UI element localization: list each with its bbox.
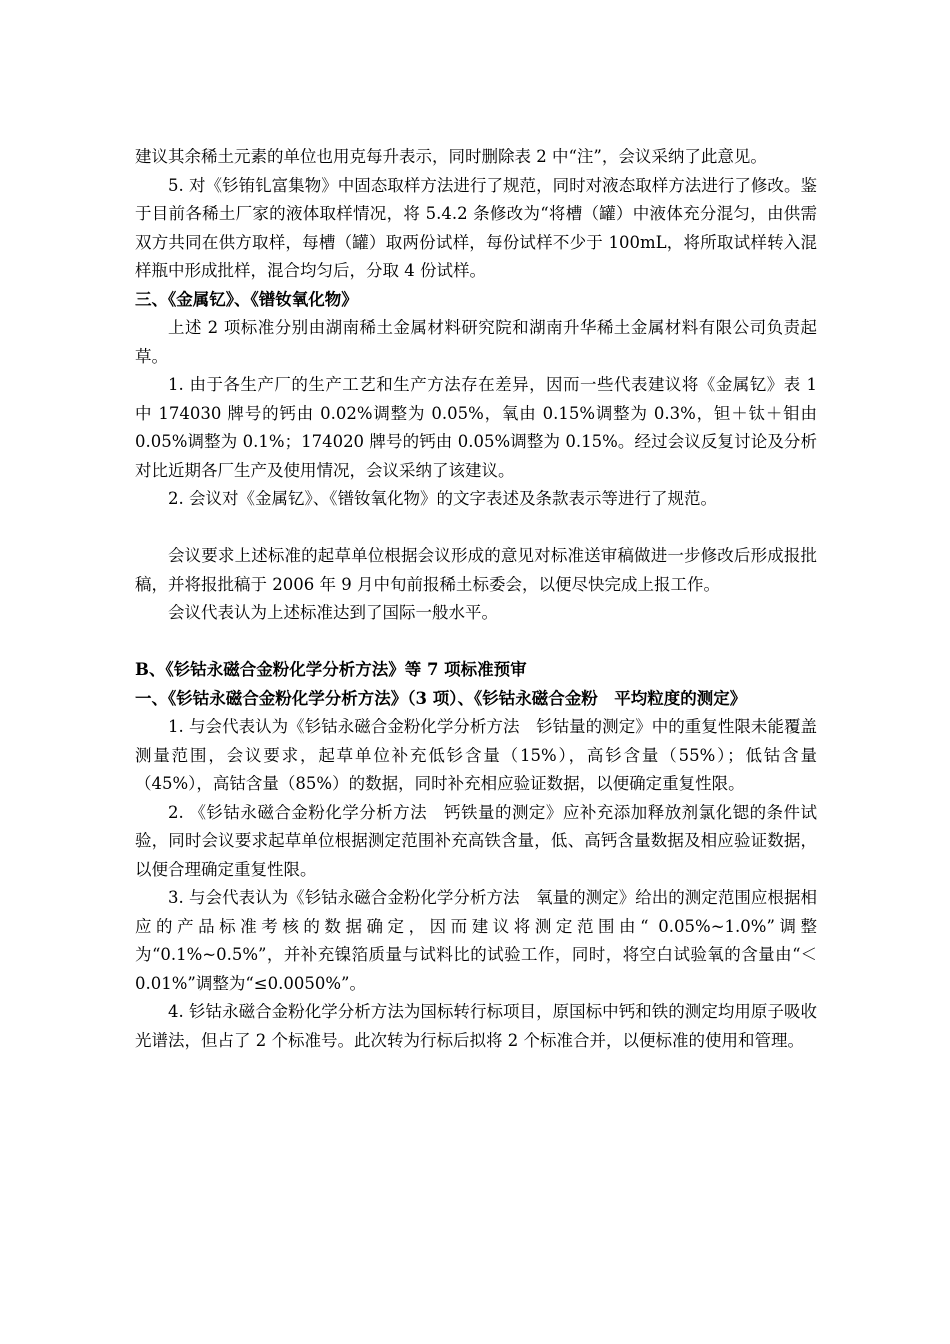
paragraph: 2. 会议对《金属钇》、《镨钕氧化物》的文字表述及条款表示等进行了规范。 (168, 489, 717, 508)
paragraph: 5. 对《钐铕钆富集物》中固态取样方法进行了规范，同时对液态取样方法进行了修改。鉴于目前各稀土厂家的液体取样情况，将 5.4.2 条修改为“将槽（罐）中液体充分混匀，由供需双方共同在供方取样，每槽（罐）取两份试样，每份试样不少于 100mL，将所取试样转入混样瓶中形成批样，混合均匀后，分取 4 份试样。 (135, 175, 817, 280)
subsection-heading: 一、《钐钴永磁合金粉化学分析方法》（3 项）、《钐钴永磁合金粉 平均粒度的测定》 (135, 688, 747, 708)
blank-line (135, 514, 817, 543)
paragraph: 1. 与会代表认为《钐钴永磁合金粉化学分析方法 钐钴量的测定》中的重复性限未能覆盖测量范围，会议要求，起草单位补充低钐含量（15%），高钐含量（55%）；低钴含量（45%），高钴含量（85%）的数据，同时补充相应验证数据，以便确定重复性限。 (135, 717, 817, 793)
document-body (135, 143, 817, 1055)
paragraph: 3. 与会代表认为《钐钴永磁合金粉化学分析方法 氧量的测定》给出的测定范围应根据相应的产品标准考核的数据确定，因而建议将测定范围由“ 0.05%~1.0%”调整为“0.1%~0.5%”，并补充镍箔质量与试料比的试验工作，同时，将空白试验氧的含量由“＜0.01%”调整为“≤0.0050%”。 (135, 888, 817, 993)
paragraph: 2. 《钐钴永磁合金粉化学分析方法 钙铁量的测定》应补充添加释放剂氯化锶的条件试验，同时会议要求起草单位根据测定范围补充高铁含量，低、高钙含量数据及相应验证数据，以便合理确定重复性限。 (135, 802, 817, 879)
paragraph: 会议代表认为上述标准达到了国际一般水平。 (168, 603, 498, 622)
blank-line (135, 628, 817, 657)
paragraph: 1. 由于各生产厂的生产工艺和生产方法存在差异，因而一些代表建议将《金属钇》表 1 中 174030 牌号的钙由 0.02%调整为 0.05%，氧由 0.15%调整为 0.3%，钽＋钛＋钼由 0.05%调整为 0.1%；174020 牌号的钙由 0.05%调整为 0.15%。经过会议反复讨论及分析对比近期各厂生产及使用情况，会议采纳了该建议。 (135, 375, 817, 480)
section-heading: 三、《金属钇》、《镨钕氧化物》 (135, 289, 358, 309)
paragraph: 上述 2 项标准分别由湖南稀土金属材料研究院和湖南升华稀土金属材料有限公司负责起草。 (135, 318, 817, 366)
paragraph: 4. 钐钴永磁合金粉化学分析方法为国标转行标项目，原国标中钙和铁的测定均用原子吸收光谱法，但占了 2 个标准号。此次转为行标后拟将 2 个标准合并，以便标准的使用和管理。 (135, 1002, 817, 1050)
paragraph: 建议其余稀土元素的单位也用克每升表示，同时删除表 2 中“注”，会议采纳了此意见。 (135, 147, 767, 166)
section-heading: B、《钐钴永磁合金粉化学分析方法》等 7 项标准预审 (135, 660, 527, 679)
paragraph: 会议要求上述标准的起草单位根据会议形成的意见对标准送审稿做进一步修改后形成报批稿，并将报批稿于 2006 年 9 月中旬前报稀土标委会，以便尽快完成上报工作。 (135, 546, 817, 594)
